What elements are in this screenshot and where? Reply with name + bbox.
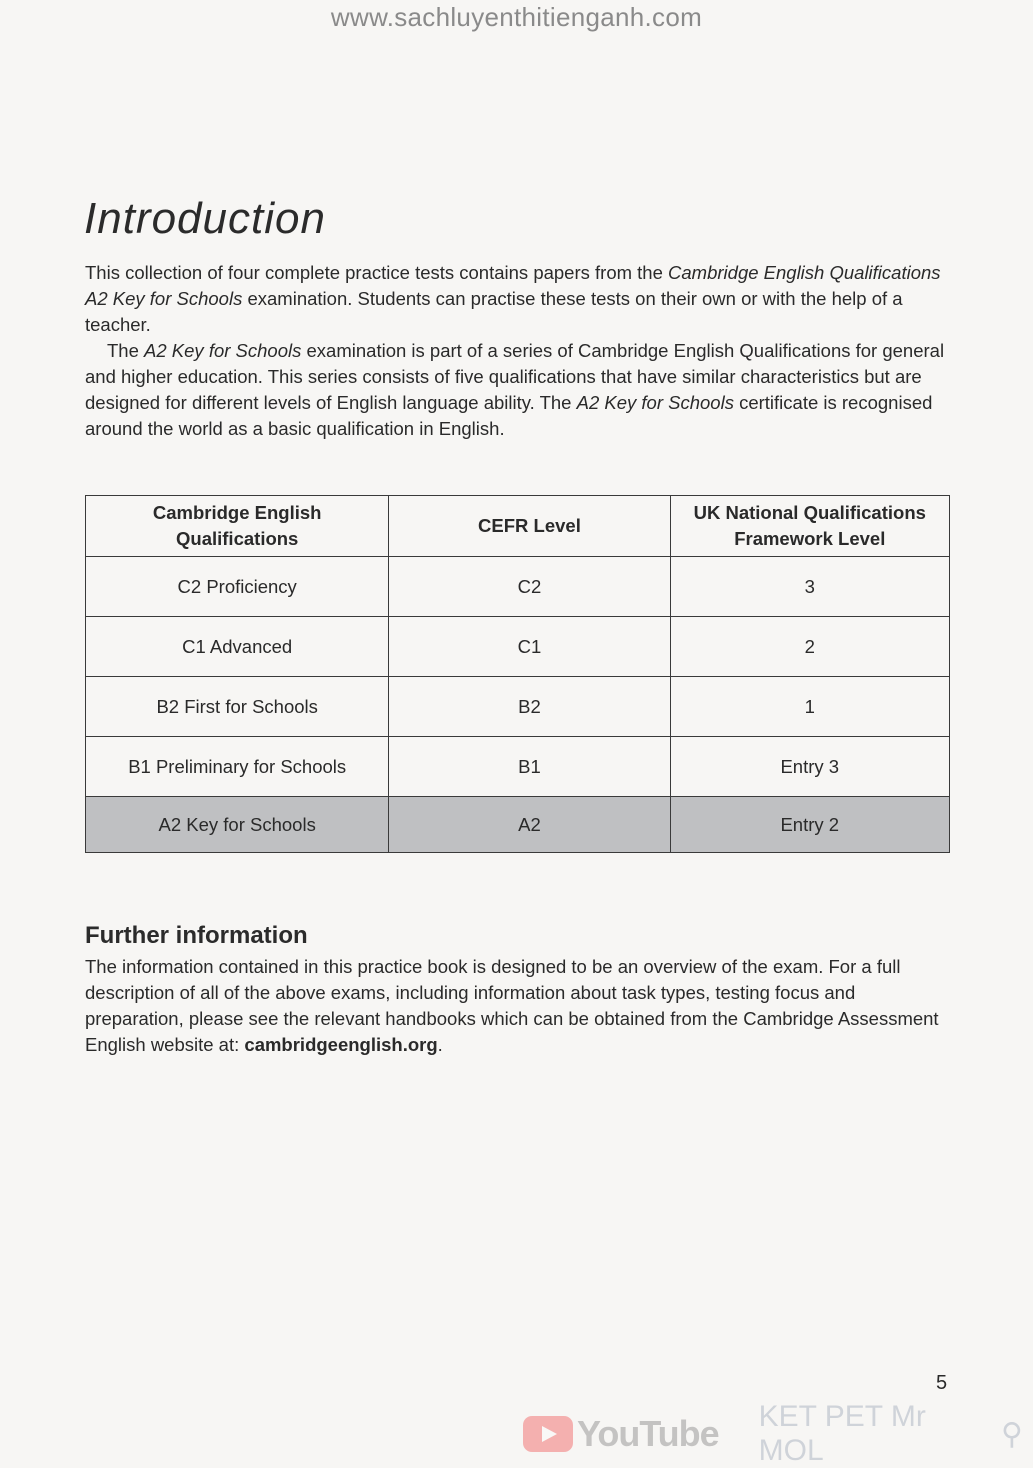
page-number: 5 bbox=[936, 1372, 948, 1394]
header-cefr-level: CEFR Level bbox=[389, 496, 670, 557]
table-row-highlighted bbox=[86, 797, 950, 853]
intro-section bbox=[85, 260, 955, 442]
cell-uk-level: Entry 3 bbox=[670, 737, 949, 797]
page-title: Introduction bbox=[84, 194, 326, 244]
intro-paragraph-2 bbox=[85, 338, 955, 442]
table-row bbox=[86, 557, 950, 617]
table-header-row bbox=[86, 496, 950, 557]
youtube-watermark bbox=[523, 1400, 1023, 1467]
table-row bbox=[86, 737, 950, 797]
cell-qualification: A2 Key for Schools bbox=[86, 797, 389, 853]
cell-cefr: A2 bbox=[389, 797, 670, 853]
cell-cefr: B1 bbox=[389, 737, 670, 797]
cell-uk-level: 3 bbox=[670, 557, 949, 617]
watermark: www.sachluyenthitienganh.com bbox=[330, 2, 703, 32]
further-text: The information contained in this practice book is designed to be an overview of the exam. For a full description of all of the above exams, including information about task types, testing focus and preparation, please see the relevant handbooks which can be obtained from the Cambridge Assessment English website at: bbox=[85, 956, 939, 1055]
cell-uk-level: 2 bbox=[670, 617, 949, 677]
intro-p2-italic-2: A2 Key for Schools bbox=[576, 392, 734, 413]
intro-p2-text-a: The bbox=[107, 340, 145, 361]
cell-qualification: B2 First for Schools bbox=[86, 677, 389, 737]
search-icon: ⚲ bbox=[1001, 1417, 1023, 1451]
intro-p1-italic: Cambridge English Qualifications A2 Key for Schools bbox=[85, 262, 941, 309]
cell-cefr: C2 bbox=[389, 557, 670, 617]
header-uk-framework-level: UK National Qualifications Framework Level bbox=[670, 496, 949, 557]
cell-qualification: B1 Preliminary for Schools bbox=[86, 737, 389, 797]
cell-qualification: C2 Proficiency bbox=[86, 557, 389, 617]
further-text-end: . bbox=[437, 1034, 443, 1055]
intro-p2-italic-1: A2 Key for Schools bbox=[144, 340, 302, 361]
youtube-play-icon bbox=[523, 1416, 573, 1452]
cell-cefr: C1 bbox=[389, 617, 670, 677]
intro-paragraph-1 bbox=[85, 260, 955, 338]
table-row bbox=[86, 677, 950, 737]
further-information-section bbox=[85, 954, 955, 1058]
youtube-brand: YouTube bbox=[577, 1413, 719, 1454]
further-information-heading: Further information bbox=[85, 921, 308, 949]
youtube-logo bbox=[523, 1413, 719, 1455]
cell-cefr: B2 bbox=[389, 677, 670, 737]
table-row bbox=[86, 617, 950, 677]
intro-p2-text-c: examination is part of a series of Cambridge English Qualifications for general and higher education. This series consists of five qualifications that have similar characteristics but are designed for different levels of English language ability. The bbox=[85, 340, 945, 413]
intro-p1-text-a: This collection of four complete practice tests contains papers from the bbox=[85, 262, 669, 283]
intro-p1-text-c: examination. Students can practise these tests on their own or with the help of a teacher. bbox=[85, 288, 903, 335]
qualifications-table bbox=[85, 495, 950, 853]
intro-p2-text-e: certificate is recognised around the world as a basic qualification in English. bbox=[85, 392, 933, 439]
website-link[interactable]: cambridgeenglish.org bbox=[244, 1034, 438, 1055]
further-paragraph bbox=[85, 954, 955, 1058]
cell-uk-level: Entry 2 bbox=[670, 797, 949, 853]
youtube-channel-name: KET PET Mr MOL bbox=[758, 1400, 926, 1467]
header-qualifications: Cambridge English Qualifications bbox=[86, 496, 389, 557]
cell-qualification: C1 Advanced bbox=[86, 617, 389, 677]
cell-uk-level: 1 bbox=[670, 677, 949, 737]
